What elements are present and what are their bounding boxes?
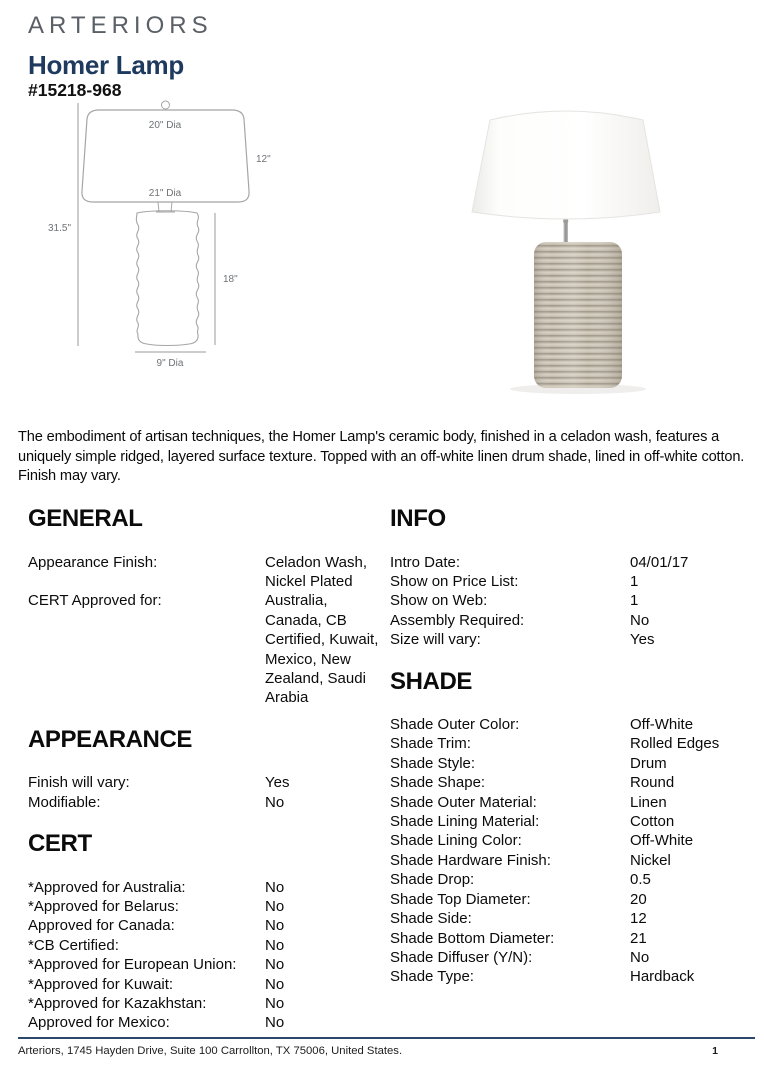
spec-value: Round [630,774,675,792]
section-title-cert: CERT [28,830,92,858]
spec-row [390,630,736,649]
spec-label: Shade Type: [390,968,474,986]
appearance-rows [28,773,380,812]
spec-label: Shade Outer Material: [390,793,537,811]
shade-side-label: 12" [256,154,271,165]
dimension-diagram [38,100,368,392]
spec-row [390,909,736,928]
spec-value: No [630,948,650,966]
product-description: The embodiment of artisan techniques, the Homer Lamp's ceramic body, finished in a celadon wash, features a uniquely simple ridged, layered surface texture. Topped with an off-white linen drum shade, lined in off-white cotton. Finish may vary. [18,429,745,484]
spec-value: No [265,956,285,974]
spec-row [390,715,736,734]
spec-row [390,948,736,967]
spec-label: *Approved for European Union: [28,956,237,974]
spec-label: Shade Hardware Finish: [390,851,551,869]
spec-value: Yes [265,774,290,792]
spec-row [390,812,736,831]
spec-label: Shade Style: [390,754,476,772]
section-title-appearance: APPEARANCE [28,725,193,753]
spec-row [390,890,736,909]
cert-rows [28,878,380,1033]
spec-label: Shade Shape: [390,774,486,792]
spec-value: Cotton [630,813,675,831]
body-outline [136,211,198,346]
spec-row [390,773,736,792]
spec-label: *Approved for Australia: [28,878,186,896]
spec-label: *Approved for Belarus: [28,897,179,915]
spec-value: Off-White [630,832,694,850]
spec-label: Shade Side: [390,910,472,928]
spec-label: Shade Top Diameter: [390,890,531,908]
spec-row [390,967,736,986]
shade-bottom-diameter-label: 21" Dia [148,188,182,199]
spec-row [390,734,736,753]
spec-row [390,591,736,610]
spec-value: Off-White [630,716,694,734]
spec-value: No [265,878,285,896]
finial-outline [162,101,170,109]
spec-label: Approved for Mexico: [28,1014,170,1032]
spec-column-left [28,505,380,1033]
spec-label: Size will vary: [390,631,481,649]
spec-value: Drum [630,754,667,772]
spec-value: Australia, Canada, CB Certified, Kuwait, Mexico, New Zealand, Saudi Arabia [265,592,379,707]
product-photo [450,100,730,400]
spec-value: No [265,1014,285,1032]
body-height-label: 18" [223,274,238,285]
footer-address: Arteriors, 1745 Hayden Drive, Suite 100 Carrollton, TX 75006, United States. [18,1045,403,1057]
spec-label: Finish will vary: [28,774,130,792]
spec-label: Shade Lining Color: [390,832,522,850]
section-title-general: GENERAL [28,505,143,532]
spec-row [28,591,380,707]
spec-row [390,553,736,572]
spec-value: No [265,917,285,935]
spec-label: Modifiable: [28,793,101,811]
spec-label: Appearance Finish: [28,553,158,571]
spec-value: 1 [630,592,639,610]
section-title-shade: SHADE [390,667,473,695]
spec-value: Celadon Wash, Nickel Plated [265,553,367,590]
photo-ceramic-body-shading [534,242,622,388]
spec-value: Nickel [630,851,671,869]
spec-row [28,916,380,935]
spec-row [28,994,380,1013]
spec-value: No [265,995,285,1012]
spec-row [28,936,380,955]
shade-rows [390,715,736,987]
spec-label: Shade Diffuser (Y/N): [390,948,533,966]
general-rows [28,553,380,708]
photo-shade [472,111,660,219]
spec-label: Show on Price List: [390,572,519,590]
spec-label: Shade Outer Color: [390,716,520,734]
spec-label: Shade Drop: [390,871,475,889]
spec-row [390,572,736,591]
spec-value: 0.5 [630,871,651,889]
product-sku: #15218-968 [28,80,122,100]
shade-top-diameter-label: 20" Dia [148,120,182,131]
spec-value: 21 [630,929,647,947]
body-diameter-label: 9" Dia [156,358,184,369]
spec-row [390,611,736,630]
spec-value: No [630,611,650,629]
spec-label: Shade Lining Material: [390,813,540,831]
spec-value: Rolled Edges [630,735,720,753]
spec-value: 12 [630,910,647,928]
spec-label: Show on Web: [390,592,488,610]
spec-row [390,793,736,812]
spec-row [390,754,736,773]
spec-value: No [265,897,285,915]
info-rows [390,553,736,650]
footer [18,1037,755,1057]
spec-value: Linen [630,793,667,811]
spec-row [28,955,380,974]
spec-row [390,831,736,850]
spec-row [28,975,380,994]
section-title-info: INFO [390,505,446,532]
spec-row [28,897,380,916]
spec-value: 04/01/17 [630,553,689,571]
brand-logo: ARTERIORS [28,12,213,39]
spec-value: 1 [630,572,639,590]
spec-value: Yes [630,631,655,649]
spec-label: Shade Bottom Diameter: [390,929,555,947]
spec-label: Intro Date: [390,553,461,571]
page-number: 1 [712,1045,718,1057]
spec-row [390,870,736,889]
spec-row [28,793,380,812]
page-title: Homer Lamp [28,50,184,80]
total-height-label: 31.5" [47,223,71,234]
spec-label: CERT Approved for: [28,592,162,610]
spec-row [28,1013,380,1032]
spec-row [28,773,380,792]
spec-row [390,929,736,948]
spec-label: Assembly Required: [390,611,525,629]
spec-value: No [265,793,285,811]
spec-label: Approved for Canada: [28,917,175,935]
spec-label: *Approved for Kazakhstan: [28,995,207,1012]
spec-row [28,553,380,592]
spec-column-right [390,505,736,987]
spec-value: No [265,936,285,954]
spec-row [28,878,380,897]
spec-value: Hardback [630,968,695,986]
spec-value: 20 [630,890,647,908]
spec-label: Shade Trim: [390,735,471,753]
spec-label: *CB Certified: [28,936,119,954]
spec-label: *Approved for Kuwait: [28,975,174,993]
spec-row [390,851,736,870]
spec-value: No [265,975,285,993]
